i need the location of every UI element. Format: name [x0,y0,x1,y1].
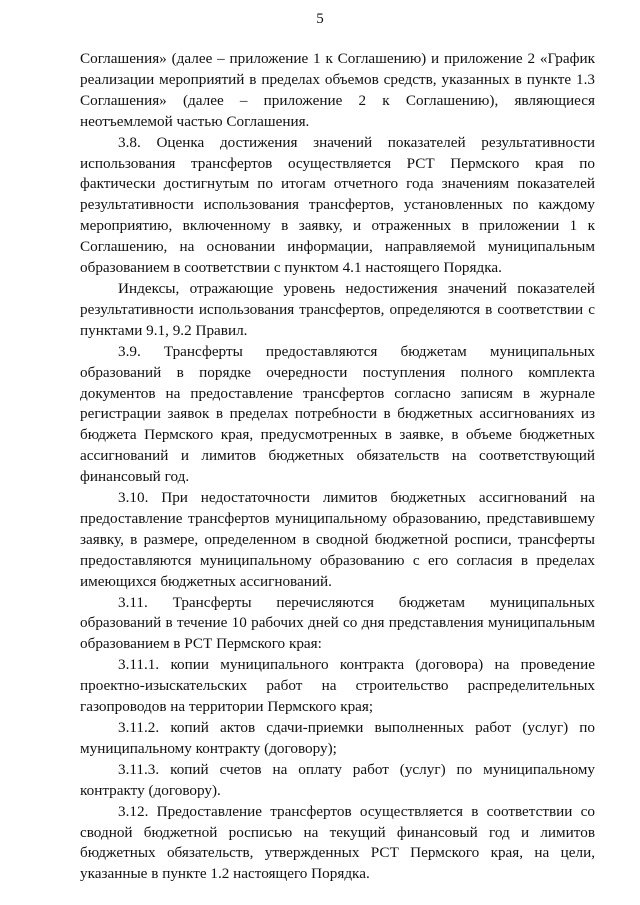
paragraph-continuation-appendices: Соглашения» (далее – приложение 1 к Соглашению) и приложение 2 «График реализации мероприятий в пределах объемов средств, указанных в пункте 1.3 Соглашения» (далее – приложение 2 к Соглашению), являющиеся неотъемлемой частью Соглашения. [80,50,595,130]
paragraph-3-11-1-contract-copy: 3.11.1. копии муниципального контракта (договора) на проведение проектно-изыскательских работ на строительство распределительных газопроводов на территории Пермского края; [80,656,595,716]
document-body [80,49,595,885]
paragraph-indices: Индексы, отражающие уровень недостижения значений показателей результативности использования трансфертов, определяются в соответствии с пунктами 9.1, 9.2 Правил. [80,279,595,339]
paragraph-3-11-3-invoice-copies: 3.11.3. копий счетов на оплату работ (услуг) по муниципальному контракту (договору). [80,760,595,799]
paragraph-3-11-2-acts-copies: 3.11.2. копий актов сдачи-приемки выполненных работ (услуг) по муниципальному контракту (договору); [80,719,595,757]
paragraph-3-8-evaluation: 3.8. Оценка достижения значений показателей результативности использования трансфертов осуществляется РСТ Пермского края по фактически достигнутым по итогам отчетного года значениям показателей результативности использования трансфертов, установленных по каждому мероприятию, включенному в заявку, и отраженных в приложении 1 к Соглашению, на основании информации, направляемой муниципальным образованием в соответствии с пунктом 4.1 настоящего Порядка. [80,133,595,277]
paragraph-3-10-insufficiency: 3.10. При недостаточности лимитов бюджетных ассигнований на предоставление трансфертов муниципальному образованию, представившему заявку, в размере, определенном в сводной бюджетной росписи, трансферты предоставляются муниципальному образованию с его согласия в пределах имеющихся бюджетных ассигнований. [80,489,595,590]
paragraph-3-9-transfers: 3.9. Трансферты предоставляются бюджетам муниципальных образований в порядке очередности поступления полного комплекта документов на предоставление трансфертов согласно записям в журнале регистрации заявок в пределах потребности в бюджетных ассигнованиях из бюджета Пермского края, предусмотренных в заявке, в объеме бюджетных ассигнований и лимитов бюджетных обязательств на соответствующий финансовый год. [80,342,595,486]
paragraph-3-11-transfer-timing: 3.11. Трансферты перечисляются бюджетам муниципальных образований в течение 10 рабочих дней со дня представления муниципальным образованием в РСТ Пермского края: [80,593,595,653]
page-number: 5 [316,11,324,27]
paragraph-3-12-provision: 3.12. Предоставление трансфертов осуществляется в соответствии со сводной бюджетной росписью на текущий финансовый год и лимитов бюджетных обязательств, утвержденных РСТ Пермского края, на цели, указанные в пункте 1.2 настоящего Порядка. [80,802,595,883]
